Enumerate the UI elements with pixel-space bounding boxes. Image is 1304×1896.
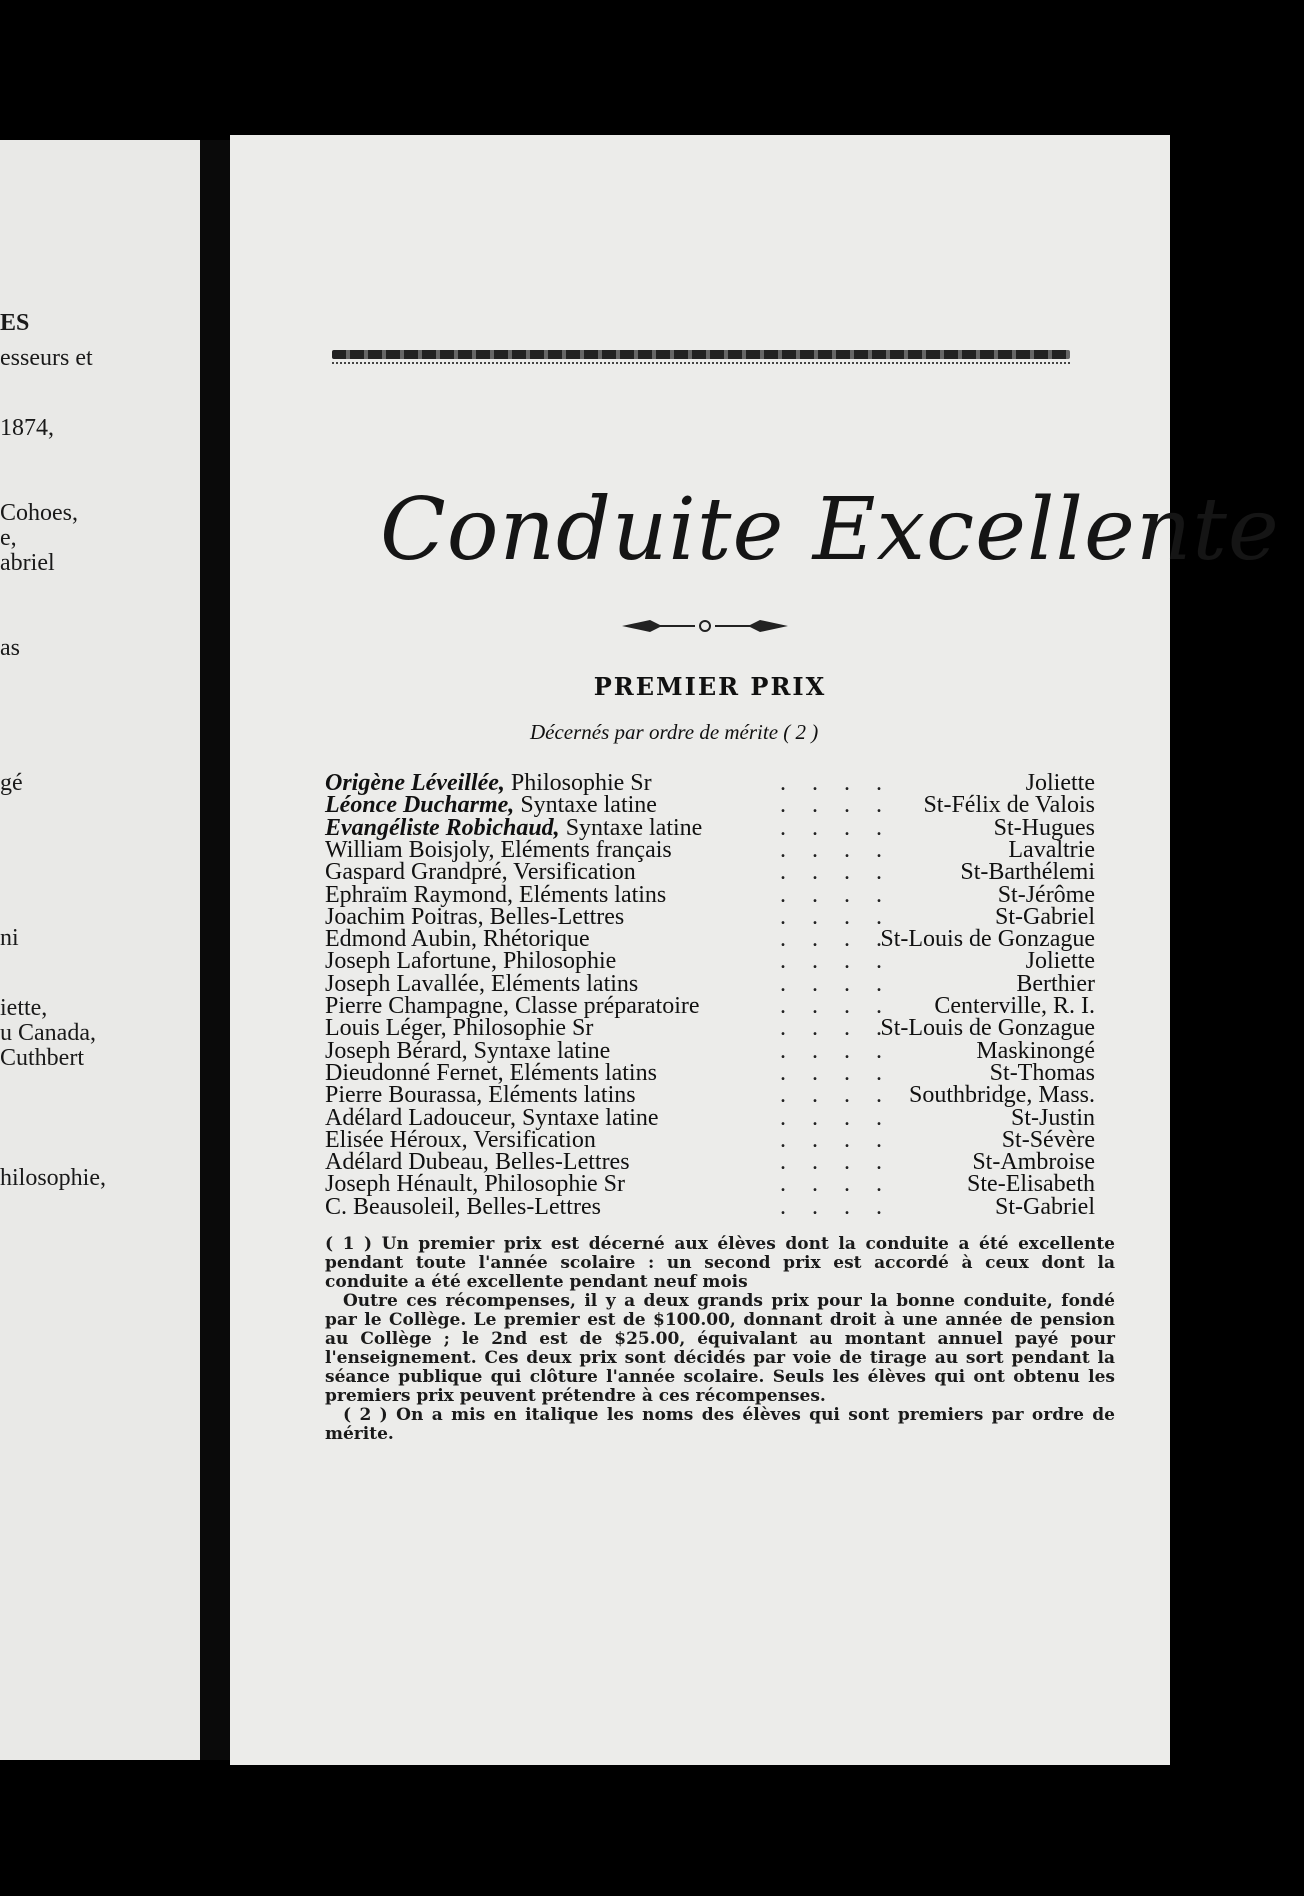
student-name: Léonce Ducharme,: [325, 792, 515, 819]
class-name: Versification: [467, 1126, 596, 1153]
footnote-1-continued: Outre ces récompenses, il y a deux grands prix pour la bonne conduite, fondé par le Collège. Le premier est de $100.00, donnant droit à une année de pension au Collège ; le 2nd est de $25.00, équivalant au montant annuel payé pour l'enseignement. Ces deux prix sont décidés par voie de tirage au sort pendant la séance publique qui clôture l'année scolaire. Seuls les élèves qui ont obtenu les premiers prix peuvent prétendre à ces récompenses.: [325, 1291, 1115, 1406]
home-town: Centerville, R. I.: [934, 993, 1095, 1019]
left-page-line: ES: [0, 310, 30, 336]
leader-dots: ....: [780, 903, 908, 930]
class-name: Eléments latins: [512, 881, 667, 908]
class-name: Belles-Lettres: [483, 903, 625, 930]
class-name: Syntaxe latine: [515, 1104, 659, 1131]
class-name: Belles-Lettres: [460, 1193, 601, 1220]
page-gutter: [200, 140, 230, 1760]
leader-dots: ....: [780, 1082, 908, 1109]
left-page-line: gé: [0, 770, 23, 796]
student-name: C. Beausoleil,: [325, 1193, 461, 1220]
home-town: Lavaltrie: [1008, 836, 1095, 863]
class-name: Syntaxe latine: [514, 792, 657, 819]
class-name: Syntaxe latine: [467, 1037, 611, 1064]
home-town: St-Félix de Valois: [923, 792, 1095, 819]
home-town: Southbridge, Mass.: [909, 1082, 1095, 1109]
left-page-line: esseurs et: [0, 345, 93, 371]
leader-dots: ....: [780, 926, 908, 953]
left-page-line: iette,: [0, 995, 48, 1021]
student-name: Edmond Aubin,: [325, 926, 478, 953]
class-name: Belles-Lettres: [488, 1149, 630, 1176]
leader-dots: ....: [780, 1149, 908, 1176]
student-name: Elisée Héroux,: [325, 1126, 468, 1153]
class-name: Eléments latins: [482, 1082, 636, 1109]
home-town: St-Louis de Gonzague: [880, 926, 1095, 953]
home-town: Maskinongé: [976, 1037, 1095, 1064]
top-dotted-rule: [332, 362, 1070, 364]
leader-dots: ....: [780, 1104, 908, 1131]
home-town: Berthier: [1016, 970, 1095, 997]
section-heading: PREMIER PRIX: [593, 672, 827, 701]
class-name: Philosophie: [496, 948, 617, 975]
footnote-2: ( 2 ) On a mis en italique les noms des élèves qui sont premiers par ordre de mérite.: [325, 1405, 1115, 1444]
left-page-fragment: [0, 140, 200, 1760]
left-page-line: e,: [0, 525, 17, 551]
class-name: Classe préparatoire: [508, 993, 700, 1019]
left-page-line: Cuthbert: [0, 1045, 84, 1071]
left-page-line: ni: [0, 925, 19, 951]
class-name: Philosophie Sr: [446, 1015, 594, 1042]
home-town: St-Hugues: [993, 814, 1095, 841]
left-page-line: u Canada,: [0, 1020, 96, 1046]
home-town: St-Ambroise: [972, 1149, 1095, 1176]
left-page-line: 1874,: [0, 415, 54, 441]
leader-dots: ....: [780, 881, 908, 908]
leader-dots: ....: [780, 836, 908, 863]
home-town: Ste-Elisabeth: [967, 1171, 1095, 1198]
leader-dots: ....: [780, 770, 908, 796]
student-name: Adélard Ladouceur,: [325, 1104, 516, 1131]
home-town: St-Justin: [1010, 1104, 1095, 1131]
leader-dots: ....: [780, 792, 908, 819]
student-name: Origène Léveillée,: [325, 770, 505, 796]
left-page-line: hilosophie,: [0, 1165, 106, 1191]
home-town: St-Thomas: [989, 1059, 1095, 1086]
leader-dots: ....: [780, 1015, 908, 1042]
home-town: St-Sévère: [1001, 1126, 1095, 1153]
home-town: St-Jérôme: [997, 881, 1095, 908]
student-name: Louis Léger,: [325, 1015, 447, 1042]
student-name: Joseph Bérard,: [325, 1037, 468, 1064]
footnotes: [325, 1235, 1115, 1444]
student-name: Ephraïm Raymond,: [325, 881, 513, 908]
class-name: Syntaxe latine: [559, 814, 703, 841]
student-name: Joseph Hénault,: [325, 1171, 479, 1198]
leader-dots: ....: [780, 970, 908, 997]
home-town: Joliette: [1025, 770, 1095, 796]
student-name: Joseph Lavallée,: [325, 970, 485, 997]
student-name: Pierre Champagne,: [325, 993, 509, 1019]
leader-dots: ....: [780, 1126, 908, 1153]
flourish-ornament-icon: [620, 615, 790, 637]
leader-dots: ....: [780, 859, 908, 886]
footnote-1: ( 1 ) Un premier prix est décerné aux élèves dont la conduite a été excellente pendant toute l'année scolaire : un second prix est accordé à ceux dont la conduite a été excellente pendant neuf mois: [325, 1234, 1115, 1292]
left-page-line: as: [0, 635, 20, 661]
prize-row: [325, 1194, 1095, 1221]
home-town: Joliette: [1025, 948, 1095, 975]
leader-dots: ....: [780, 1193, 908, 1220]
leader-dots: ....: [780, 814, 908, 841]
student-name: Pierre Bourassa,: [325, 1082, 483, 1109]
class-name: Philosophie Sr: [478, 1171, 625, 1198]
leader-dots: ....: [780, 1171, 908, 1198]
class-name: Rhétorique: [477, 926, 590, 953]
class-name: Eléments latins: [503, 1059, 657, 1086]
class-name: Eléments français: [494, 836, 672, 863]
class-name: Versification: [507, 859, 636, 886]
leader-dots: ....: [780, 1059, 908, 1086]
class-name: Eléments latins: [484, 970, 639, 997]
student-name: Evangéliste Robichaud,: [325, 814, 560, 841]
leader-dots: ....: [780, 1037, 908, 1064]
home-town: St-Gabriel: [995, 1193, 1095, 1220]
section-subheading: Décernés par ordre de mérite ( 2 ): [530, 720, 819, 744]
top-ornamental-rule: [332, 350, 1070, 359]
student-name: Gaspard Grandpré,: [325, 859, 508, 886]
home-town: St-Louis de Gonzague: [880, 1015, 1095, 1042]
left-page-line: Cohoes,: [0, 500, 78, 526]
right-page: [230, 135, 1280, 1765]
student-name: Adélard Dubeau,: [325, 1149, 489, 1176]
page-title: Conduite Excellente: [380, 480, 1280, 580]
class-name: Philosophie Sr: [504, 770, 652, 796]
leader-dots: ....: [780, 948, 908, 975]
leader-dots: ....: [780, 993, 908, 1019]
student-name: Dieudonné Fernet,: [325, 1059, 504, 1086]
student-name: William Boisjoly,: [325, 836, 495, 863]
student-name: Joseph Lafortune,: [325, 948, 497, 975]
left-page-line: abriel: [0, 550, 55, 576]
home-town: St-Gabriel: [995, 903, 1095, 930]
student-name: Joachim Poitras,: [325, 903, 484, 930]
home-town: St-Barthélemi: [960, 859, 1095, 886]
